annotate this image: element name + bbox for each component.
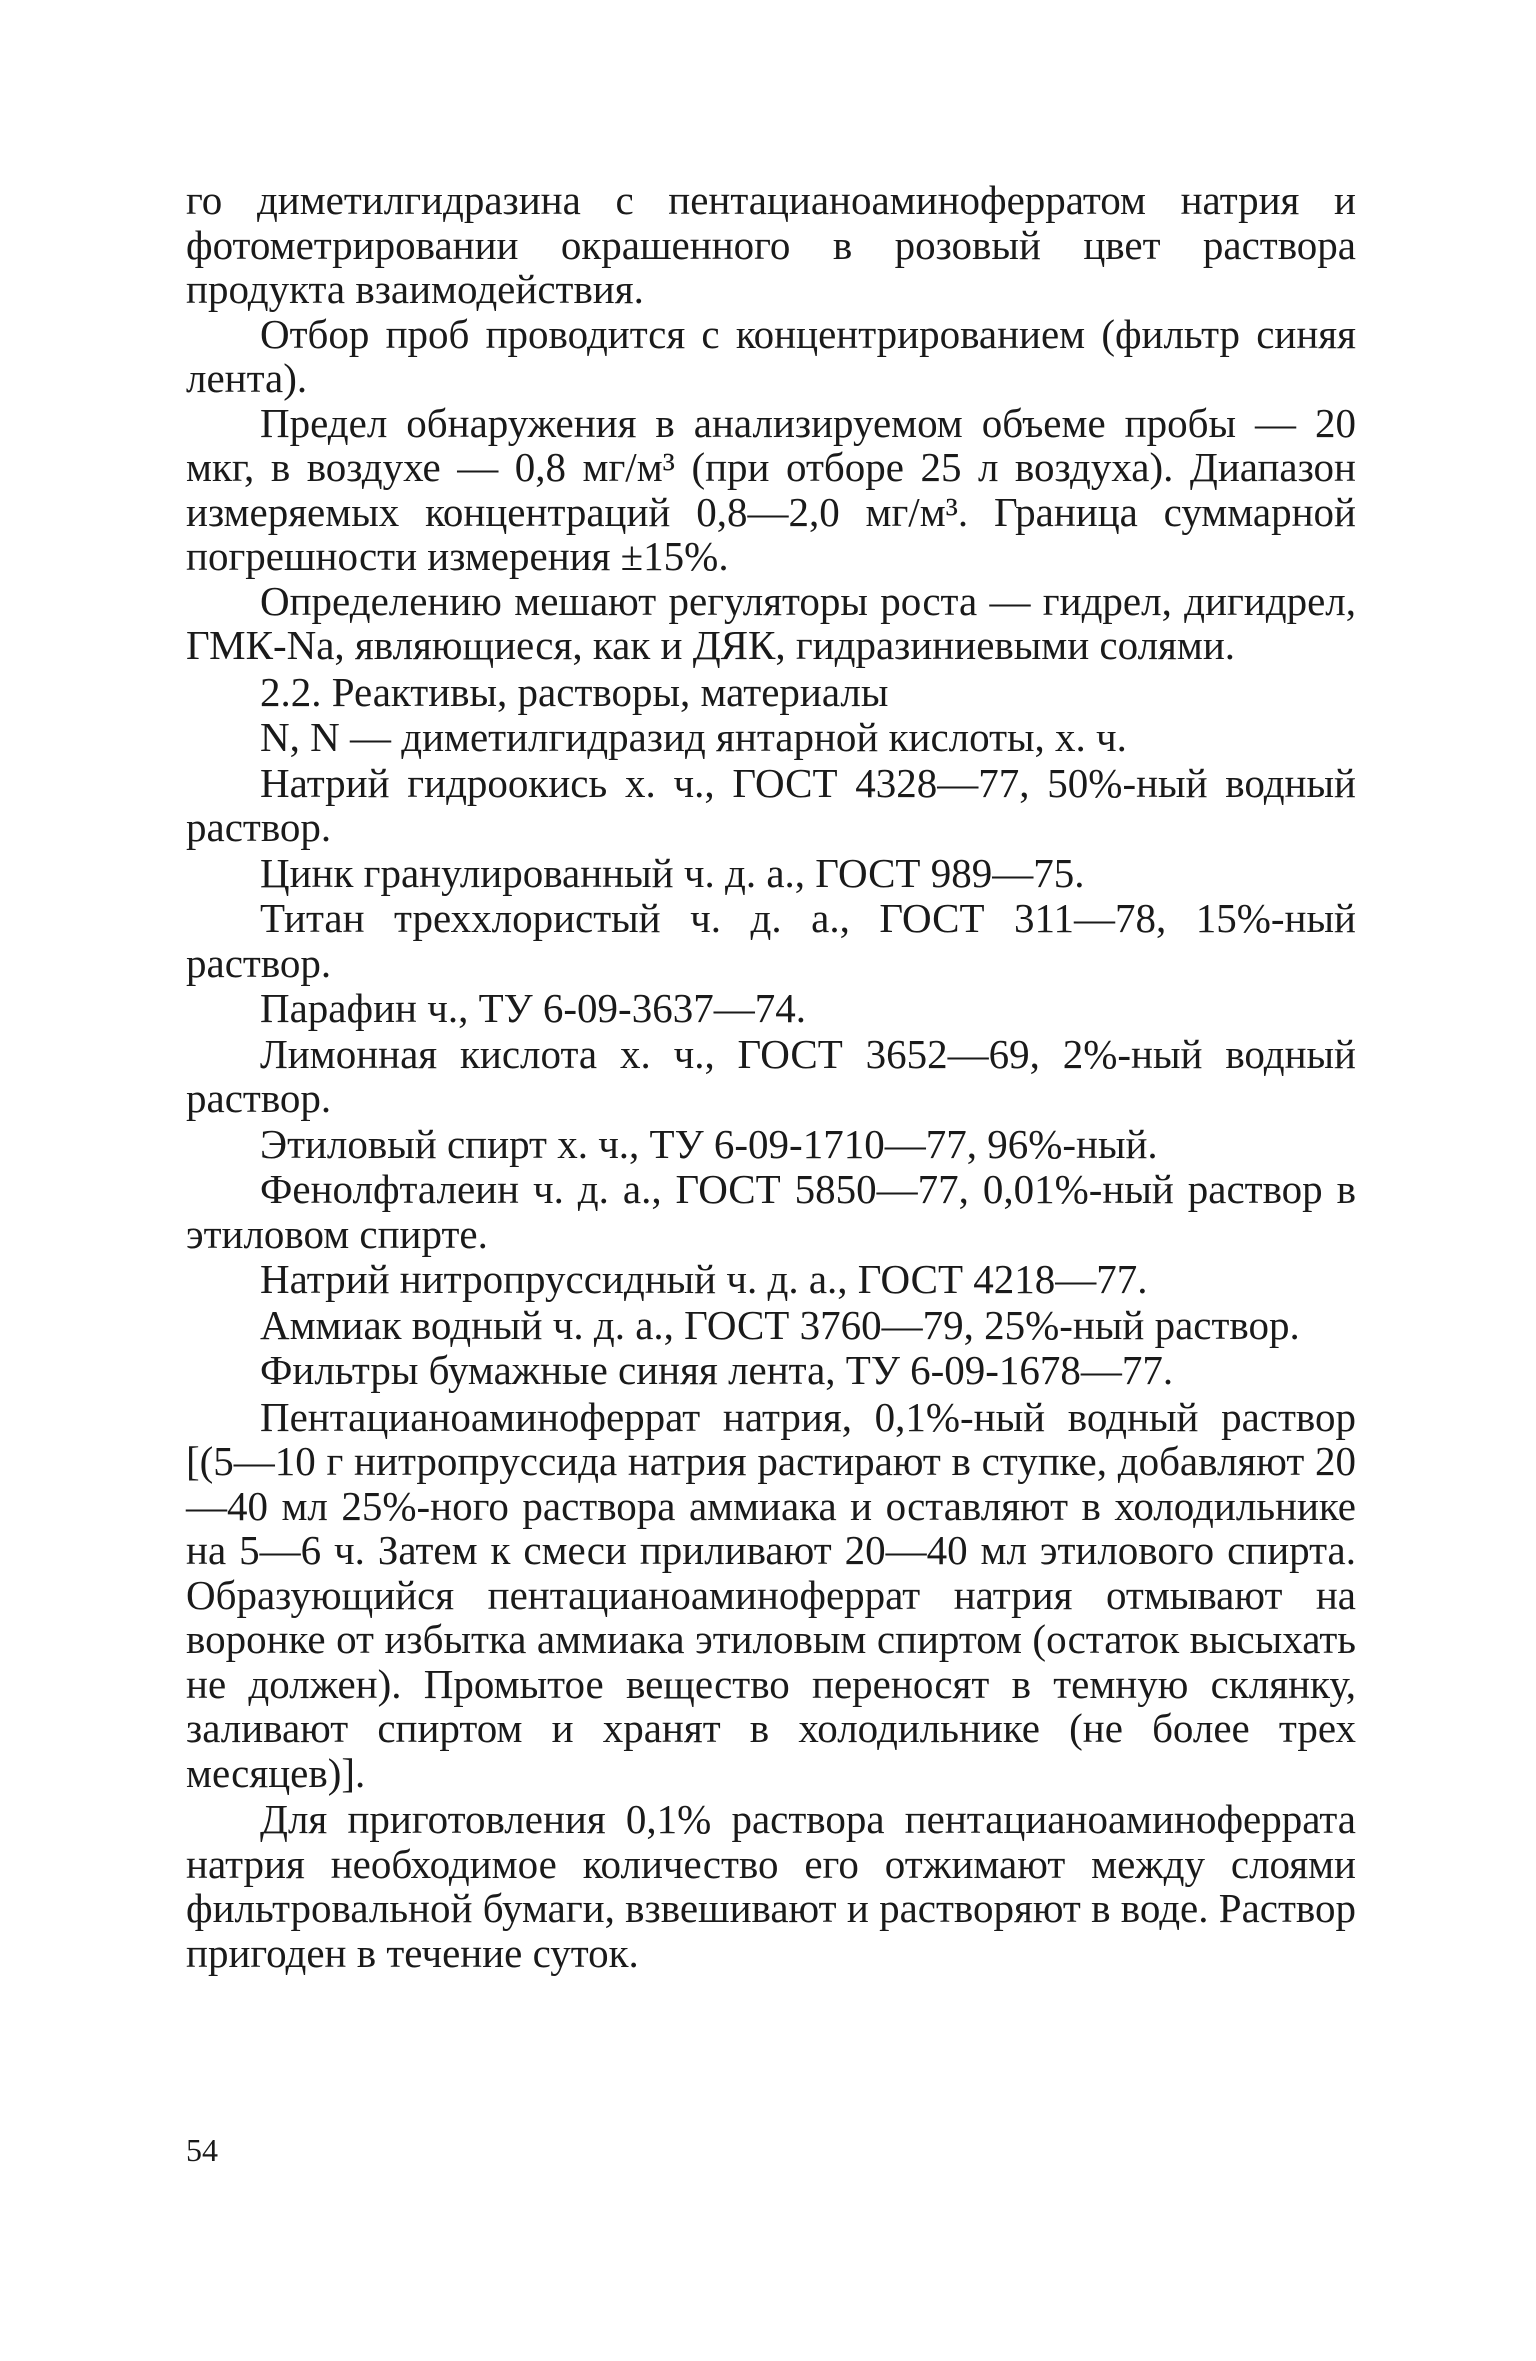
page-body — [186, 178, 1356, 1975]
reagent-item: Цинк гранулированный ч. д. а., ГОСТ 989—75. — [260, 849, 1085, 896]
reagent-item: Натрий нитропруссидный ч. д. а., ГОСТ 4218—77. — [260, 1256, 1148, 1302]
reagent-item: Этиловый спирт х. ч., ТУ 6-09-1710—77, 96%-ный. — [260, 1120, 1158, 1167]
paragraph-sampling: Отбор проб проводится с концентрированием (фильтр синяя лента). — [186, 310, 1356, 401]
reagent-item: Титан треххлористый ч. д. а., ГОСТ 311—78, 15%-ный раствор. — [186, 895, 1356, 986]
reagent-item: Аммиак водный ч. д. а., ГОСТ 3760—79, 25%-ный раствор. — [260, 1301, 1300, 1348]
reagent-item: Фенолфталеин ч. д. а., ГОСТ 5850—77, 0,01%-ный раствор в этиловом спирте. — [186, 1166, 1356, 1257]
paragraph-interference: Определению мешают регуляторы роста — гидрел, дигидрел, ГМК-Na, являющиеся, как и ДЯК, гидразиниевыми солями. — [186, 577, 1356, 668]
reagent-item: Фильтры бумажные синяя лента, ТУ 6-09-1678—77. — [260, 1347, 1174, 1393]
paragraph-detection-limit: Предел обнаружения в анализируемом объеме пробы — 20 мкг, в воздухе — 0,8 мг/м³ (при отборе 25 л воздуха). Диапазон измеряемых концентраций 0,8—2,0 мг/м³. Граница суммарной погрешности измерения ±15%. — [186, 399, 1356, 579]
reagent-item: Парафин ч., ТУ 6-09-3637—74. — [260, 985, 806, 1031]
reagent-item: N, N — диметилгидразид янтарной кислоты, х. ч. — [260, 714, 1127, 760]
section-heading: 2.2. Реактивы, растворы, материалы — [260, 668, 889, 715]
paragraph-preparation: Пентацианоаминоферрат натрия, 0,1%-ный водный раствор [(5—10 г нитропруссида натрия растирают в ступке, добавляют 20—40 мл 25%-ного раствора аммиака и оставляют в холодильнике на 5—6 ч. Затем к смеси приливают 20—40 мл этилового спирта. Образующийся пентацианоаминоферрат натрия отмывают на воронке от избытка аммиака этиловым спиртом (остаток высыхать не должен). Промытое вещество переносят в темную склянку, заливают спиртом и хранят в холодильнике (не более трех месяцев)]. — [186, 1393, 1356, 1796]
reagent-item: Натрий гидроокись х. ч., ГОСТ 4328—77, 50%-ный водный раствор. — [186, 759, 1356, 850]
page-number: 54 — [186, 2132, 218, 2168]
reagent-item: Лимонная кислота х. ч., ГОСТ 3652—69, 2%-ный водный раствор. — [186, 1030, 1356, 1121]
paragraph-solution: Для приготовления 0,1% раствора пентацианоаминоферрата натрия необходимое количество его отжимают между слоями фильтровальной бумаги, взвешивают и растворяют в воде. Раствор пригоден в течение суток. — [186, 1796, 1356, 1976]
paragraph-continuation: го диметилгидразина с пентацианоаминоферратом натрия и фотометрировании окрашенного в розовый цвет раствора продукта взаимодействия. — [186, 177, 1356, 312]
